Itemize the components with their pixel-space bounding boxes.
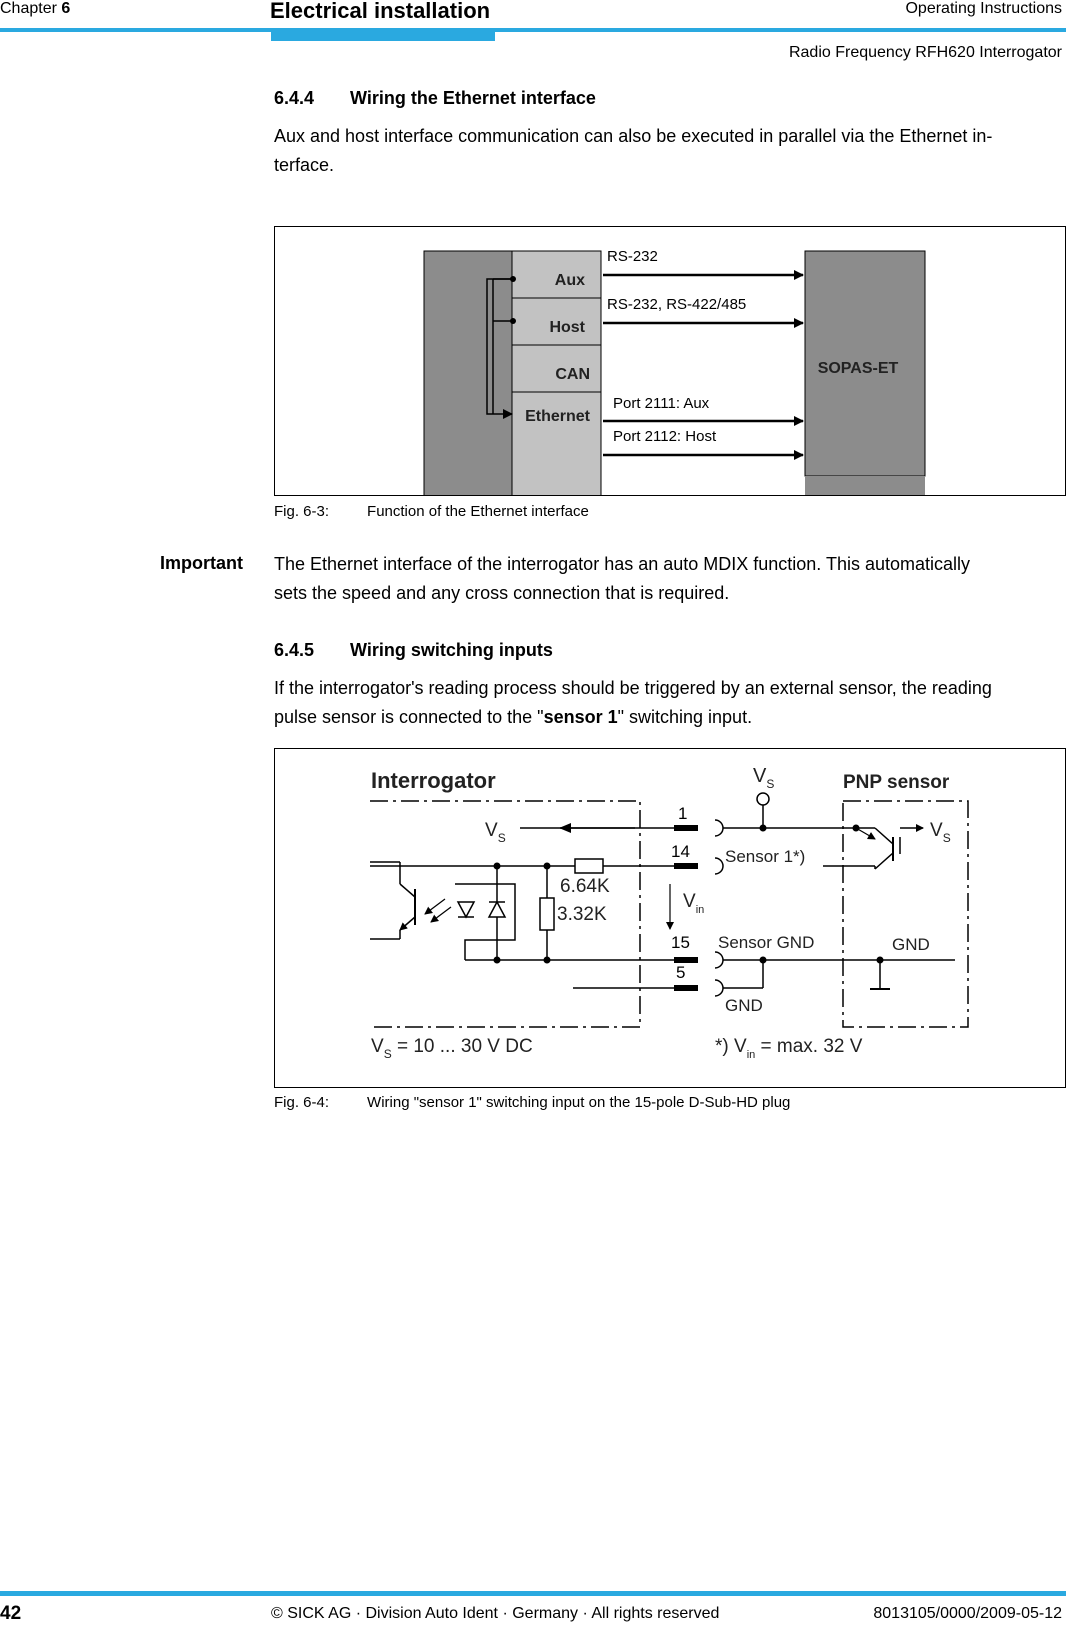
vin-label: $V_{in}$: [683, 891, 705, 916]
pin-5: 5: [676, 963, 686, 982]
copyright: © SICK AG · Division Auto Ident · Germany · All rights reserved: [271, 1605, 720, 1622]
sensor-gnd-label: Sensor GND: [718, 933, 815, 952]
sensor1-label: Sensor 1*): [725, 847, 806, 866]
vin-max-note: *) $V_{in} = \max$. 32 V: [715, 1036, 863, 1061]
pin-15: 15: [671, 933, 690, 952]
chapter-label: Chapter 6: [0, 0, 71, 17]
vs-left-label: $V_S$: [485, 820, 506, 845]
figure-switching-input: [274, 748, 1066, 1088]
section-title: Electrical installation: [270, 0, 491, 23]
section-645-heading: 6.4.5 Wiring switching inputs: [274, 640, 553, 660]
header-tab: [271, 28, 495, 41]
label-ethernet: Ethernet: [525, 408, 590, 425]
section-644-heading: 6.4.4 Wiring the Ethernet interface: [274, 88, 596, 108]
pin-14: 14: [671, 842, 690, 861]
section-644-paragraph: Aux and host interface communication can also be executed in parallel via the Ethernet in- terface.: [274, 126, 993, 175]
pin-1: 1: [678, 804, 688, 823]
figure-ethernet-interface: [274, 226, 1066, 496]
figure-64-caption: Fig. 6-4: Wiring "sensor 1" switching input on the 15-pole D-Sub-HD plug: [274, 1094, 791, 1111]
page-number: 42: [0, 1603, 22, 1624]
resistor-332k: 3.32K: [557, 904, 607, 925]
important-label: Important: [160, 553, 243, 573]
vs-right-label: $V_S$: [930, 820, 951, 845]
pnp-sensor-title: PNP sensor: [843, 772, 950, 793]
gnd-right-label: GND: [892, 935, 930, 954]
label-port-host: Port 2112: Host: [613, 428, 717, 445]
doc-number: 8013105/0000/2009-05-12: [873, 1605, 1062, 1622]
label-rs232: RS-232: [607, 248, 658, 265]
label-rs232-422: RS-232, RS-422/485: [607, 296, 747, 313]
label-host: Host: [549, 319, 585, 336]
label-aux: Aux: [554, 272, 585, 289]
footer-rule: [0, 1591, 1066, 1596]
sopas-label: SOPAS-ET: [817, 360, 899, 377]
section-645-paragraph: If the interrogator's reading process should be triggered by an external sensor, the reading pulse sensor is connected to the "sensor 1" switching input.: [274, 678, 992, 727]
important-text: The Ethernet interface of the interrogator has an auto MDIX function. This automatically sets the speed and any cross connection that is required.: [274, 554, 971, 603]
resistor-664k: 6.64K: [560, 876, 610, 897]
product-name: Radio Frequency RFH620 Interrogator: [788, 44, 1062, 61]
doc-type: Operating Instructions: [905, 0, 1062, 17]
vs-top-label: $V_S$: [753, 765, 775, 791]
interrogator-title: Interrogator: [371, 768, 496, 793]
gnd-bottom-label: GND: [725, 996, 763, 1015]
vs-range-note: $V_S = 10$ ... 30 V DC: [371, 1036, 533, 1061]
label-port-aux: Port 2111: Aux: [613, 395, 710, 412]
header-rule: [0, 28, 1066, 32]
device-body: [424, 251, 512, 495]
figure-63-caption: Fig. 6-3: Function of the Ethernet interface: [274, 503, 589, 520]
label-can: CAN: [555, 366, 590, 383]
